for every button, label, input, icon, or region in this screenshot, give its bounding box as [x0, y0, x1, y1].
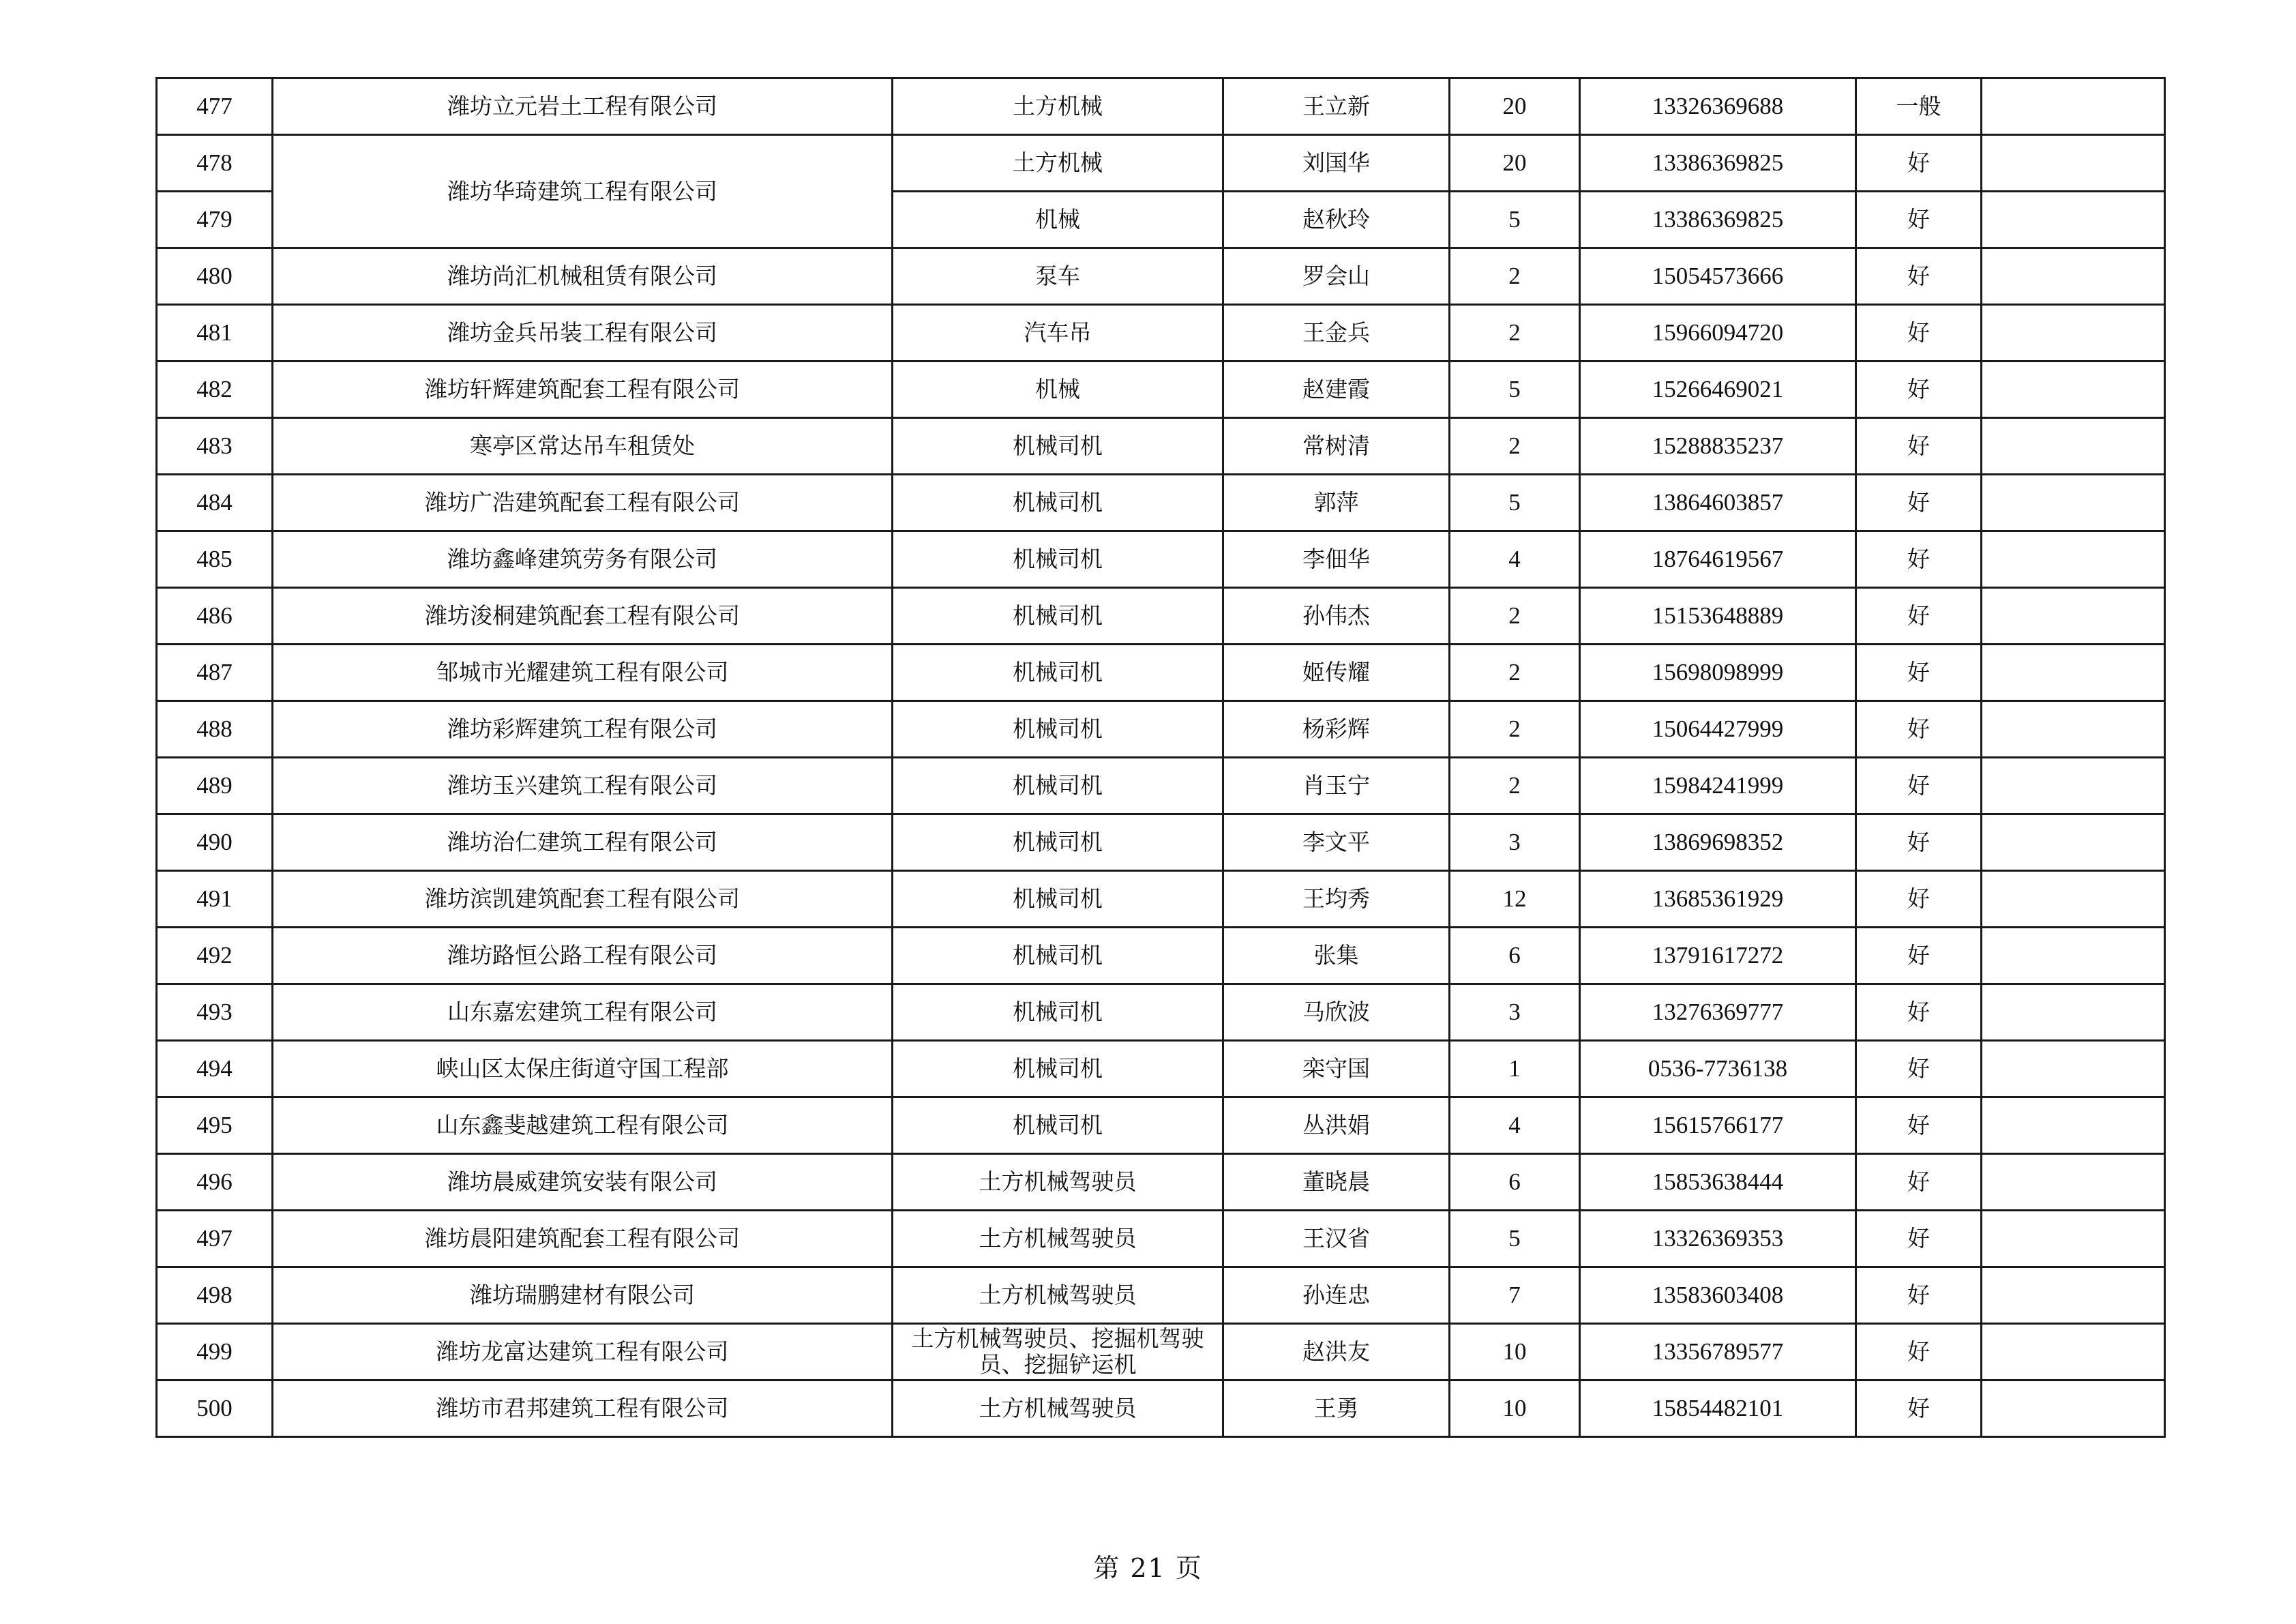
company-cell: 潍坊立元岩土工程有限公司 — [273, 78, 893, 135]
type-cell: 机械司机 — [893, 814, 1223, 871]
count-cell: 2 — [1450, 418, 1580, 475]
contact-cell: 赵洪友 — [1223, 1324, 1450, 1381]
contact-cell: 姬传耀 — [1223, 645, 1450, 701]
contact-cell: 郭萍 — [1223, 475, 1450, 531]
company-cell: 峡山区太保庄街道守国工程部 — [273, 1041, 893, 1097]
rating-cell: 一般 — [1856, 78, 1982, 135]
count-cell: 4 — [1450, 531, 1580, 588]
rating-cell: 好 — [1856, 531, 1982, 588]
row-number: 485 — [157, 531, 273, 588]
company-cell: 潍坊尚汇机械租赁有限公司 — [273, 248, 893, 305]
company-cell: 潍坊晨阳建筑配套工程有限公司 — [273, 1211, 893, 1267]
count-cell: 7 — [1450, 1267, 1580, 1324]
phone-cell: 13685361929 — [1580, 871, 1856, 928]
count-cell: 20 — [1450, 78, 1580, 135]
company-cell: 山东嘉宏建筑工程有限公司 — [273, 984, 893, 1041]
company-cell: 潍坊市君邦建筑工程有限公司 — [273, 1381, 893, 1437]
note-cell — [1982, 1267, 2165, 1324]
row-number: 494 — [157, 1041, 273, 1097]
table-row — [157, 475, 2165, 531]
phone-cell: 13386369825 — [1580, 192, 1856, 248]
type-cell: 机械司机 — [893, 758, 1223, 814]
type-cell: 汽车吊 — [893, 305, 1223, 361]
type-cell: 土方机械驾驶员、挖掘机驾驶员、挖掘铲运机 — [893, 1324, 1223, 1381]
phone-cell: 13869698352 — [1580, 814, 1856, 871]
records-table-body — [157, 78, 2165, 1437]
rating-cell: 好 — [1856, 1041, 1982, 1097]
row-number: 493 — [157, 984, 273, 1041]
table-row — [157, 361, 2165, 418]
type-cell: 机械司机 — [893, 588, 1223, 645]
row-number: 496 — [157, 1154, 273, 1211]
count-cell: 2 — [1450, 305, 1580, 361]
row-number: 488 — [157, 701, 273, 758]
row-number: 482 — [157, 361, 273, 418]
contact-cell: 马欣波 — [1223, 984, 1450, 1041]
contact-cell: 孙连忠 — [1223, 1267, 1450, 1324]
note-cell — [1982, 1324, 2165, 1381]
table-row — [157, 305, 2165, 361]
contact-cell: 罗会山 — [1223, 248, 1450, 305]
contact-cell: 刘国华 — [1223, 135, 1450, 192]
count-cell: 2 — [1450, 588, 1580, 645]
count-cell: 1 — [1450, 1041, 1580, 1097]
count-cell: 5 — [1450, 361, 1580, 418]
contact-cell: 王汉省 — [1223, 1211, 1450, 1267]
table-row — [157, 871, 2165, 928]
company-cell: 山东鑫斐越建筑工程有限公司 — [273, 1097, 893, 1154]
company-cell: 邹城市光耀建筑工程有限公司 — [273, 645, 893, 701]
note-cell — [1982, 135, 2165, 192]
phone-cell: 13386369825 — [1580, 135, 1856, 192]
contact-cell: 张集 — [1223, 928, 1450, 984]
note-cell — [1982, 645, 2165, 701]
count-cell: 20 — [1450, 135, 1580, 192]
type-cell: 机械司机 — [893, 984, 1223, 1041]
table-row — [157, 248, 2165, 305]
count-cell: 2 — [1450, 645, 1580, 701]
row-number: 489 — [157, 758, 273, 814]
company-cell: 潍坊玉兴建筑工程有限公司 — [273, 758, 893, 814]
phone-cell: 15854482101 — [1580, 1381, 1856, 1437]
table-row — [157, 984, 2165, 1041]
count-cell: 2 — [1450, 758, 1580, 814]
count-cell: 6 — [1450, 1154, 1580, 1211]
type-cell: 机械司机 — [893, 418, 1223, 475]
rating-cell: 好 — [1856, 1381, 1982, 1437]
table-row — [157, 1324, 2165, 1381]
type-cell: 土方机械 — [893, 78, 1223, 135]
rating-cell: 好 — [1856, 248, 1982, 305]
row-number: 495 — [157, 1097, 273, 1154]
type-cell: 土方机械 — [893, 135, 1223, 192]
row-number: 480 — [157, 248, 273, 305]
note-cell — [1982, 928, 2165, 984]
row-number: 483 — [157, 418, 273, 475]
row-number: 490 — [157, 814, 273, 871]
table-row — [157, 1267, 2165, 1324]
company-cell: 潍坊金兵吊装工程有限公司 — [273, 305, 893, 361]
note-cell — [1982, 531, 2165, 588]
contact-cell: 杨彩辉 — [1223, 701, 1450, 758]
contact-cell: 李文平 — [1223, 814, 1450, 871]
note-cell — [1982, 192, 2165, 248]
phone-cell: 13276369777 — [1580, 984, 1856, 1041]
rating-cell: 好 — [1856, 135, 1982, 192]
contact-cell: 王立新 — [1223, 78, 1450, 135]
type-cell: 机械司机 — [893, 531, 1223, 588]
company-cell: 寒亭区常达吊车租赁处 — [273, 418, 893, 475]
phone-cell: 15966094720 — [1580, 305, 1856, 361]
note-cell — [1982, 1154, 2165, 1211]
phone-cell: 15984241999 — [1580, 758, 1856, 814]
row-number: 497 — [157, 1211, 273, 1267]
phone-cell: 15698098999 — [1580, 645, 1856, 701]
phone-cell: 0536-7736138 — [1580, 1041, 1856, 1097]
company-cell: 潍坊鑫峰建筑劳务有限公司 — [273, 531, 893, 588]
phone-cell: 15853638444 — [1580, 1154, 1856, 1211]
type-cell: 泵车 — [893, 248, 1223, 305]
table-row — [157, 1041, 2165, 1097]
row-number: 499 — [157, 1324, 273, 1381]
phone-cell: 18764619567 — [1580, 531, 1856, 588]
company-cell: 潍坊治仁建筑工程有限公司 — [273, 814, 893, 871]
rating-cell: 好 — [1856, 645, 1982, 701]
company-cell: 潍坊浚桐建筑配套工程有限公司 — [273, 588, 893, 645]
contact-cell: 李佃华 — [1223, 531, 1450, 588]
table-row — [157, 1381, 2165, 1437]
table-row — [157, 645, 2165, 701]
contact-cell: 孙伟杰 — [1223, 588, 1450, 645]
phone-cell: 13326369353 — [1580, 1211, 1856, 1267]
table-row — [157, 78, 2165, 135]
company-cell: 潍坊轩辉建筑配套工程有限公司 — [273, 361, 893, 418]
rating-cell: 好 — [1856, 305, 1982, 361]
contact-cell: 常树清 — [1223, 418, 1450, 475]
phone-cell: 15288835237 — [1580, 418, 1856, 475]
rating-cell: 好 — [1856, 928, 1982, 984]
type-cell: 机械司机 — [893, 475, 1223, 531]
contact-cell: 赵秋玲 — [1223, 192, 1450, 248]
row-number: 487 — [157, 645, 273, 701]
type-cell: 机械 — [893, 192, 1223, 248]
type-cell: 机械司机 — [893, 928, 1223, 984]
type-cell: 土方机械驾驶员 — [893, 1381, 1223, 1437]
table-row — [157, 135, 2165, 192]
table-row — [157, 1097, 2165, 1154]
type-cell: 土方机械驾驶员 — [893, 1267, 1223, 1324]
count-cell: 2 — [1450, 701, 1580, 758]
row-number: 477 — [157, 78, 273, 135]
rating-cell: 好 — [1856, 984, 1982, 1041]
contact-cell: 赵建霞 — [1223, 361, 1450, 418]
company-cell-merged: 潍坊华琦建筑工程有限公司 — [273, 135, 893, 248]
contact-cell: 王金兵 — [1223, 305, 1450, 361]
rating-cell: 好 — [1856, 1324, 1982, 1381]
rating-cell: 好 — [1856, 1097, 1982, 1154]
phone-cell: 13791617272 — [1580, 928, 1856, 984]
rating-cell: 好 — [1856, 588, 1982, 645]
count-cell: 5 — [1450, 475, 1580, 531]
contact-cell: 董晓晨 — [1223, 1154, 1450, 1211]
note-cell — [1982, 984, 2165, 1041]
count-cell: 12 — [1450, 871, 1580, 928]
contact-cell: 王均秀 — [1223, 871, 1450, 928]
note-cell — [1982, 701, 2165, 758]
phone-cell: 13326369688 — [1580, 78, 1856, 135]
rating-cell: 好 — [1856, 1211, 1982, 1267]
type-cell: 机械 — [893, 361, 1223, 418]
company-cell: 潍坊路恒公路工程有限公司 — [273, 928, 893, 984]
type-cell: 机械司机 — [893, 1097, 1223, 1154]
note-cell — [1982, 758, 2165, 814]
table-row — [157, 1154, 2165, 1211]
note-cell — [1982, 871, 2165, 928]
count-cell: 5 — [1450, 1211, 1580, 1267]
phone-cell: 15054573666 — [1580, 248, 1856, 305]
company-cell: 潍坊晨威建筑安装有限公司 — [273, 1154, 893, 1211]
phone-cell: 15266469021 — [1580, 361, 1856, 418]
note-cell — [1982, 361, 2165, 418]
rating-cell: 好 — [1856, 814, 1982, 871]
table-row — [157, 928, 2165, 984]
note-cell — [1982, 78, 2165, 135]
note-cell — [1982, 305, 2165, 361]
contact-cell: 栾守国 — [1223, 1041, 1450, 1097]
contact-cell: 丛洪娟 — [1223, 1097, 1450, 1154]
company-cell: 潍坊瑞鹏建材有限公司 — [273, 1267, 893, 1324]
row-number: 491 — [157, 871, 273, 928]
rating-cell: 好 — [1856, 1267, 1982, 1324]
note-cell — [1982, 418, 2165, 475]
phone-cell: 13864603857 — [1580, 475, 1856, 531]
count-cell: 4 — [1450, 1097, 1580, 1154]
phone-cell: 13583603408 — [1580, 1267, 1856, 1324]
type-cell: 机械司机 — [893, 1041, 1223, 1097]
row-number: 498 — [157, 1267, 273, 1324]
rating-cell: 好 — [1856, 871, 1982, 928]
phone-cell: 15064427999 — [1580, 701, 1856, 758]
row-number: 492 — [157, 928, 273, 984]
note-cell — [1982, 814, 2165, 871]
rating-cell: 好 — [1856, 418, 1982, 475]
type-cell: 机械司机 — [893, 871, 1223, 928]
type-cell: 土方机械驾驶员 — [893, 1211, 1223, 1267]
phone-cell: 15615766177 — [1580, 1097, 1856, 1154]
type-cell: 机械司机 — [893, 701, 1223, 758]
phone-cell: 13356789577 — [1580, 1324, 1856, 1381]
contact-cell: 王勇 — [1223, 1381, 1450, 1437]
note-cell — [1982, 1041, 2165, 1097]
rating-cell: 好 — [1856, 475, 1982, 531]
note-cell — [1982, 248, 2165, 305]
note-cell — [1982, 1097, 2165, 1154]
row-number: 479 — [157, 192, 273, 248]
table-row — [157, 418, 2165, 475]
page-number: 第 21 页 — [1093, 1553, 1203, 1583]
table-row — [157, 814, 2165, 871]
note-cell — [1982, 1211, 2165, 1267]
count-cell: 3 — [1450, 984, 1580, 1041]
row-number: 481 — [157, 305, 273, 361]
rating-cell: 好 — [1856, 701, 1982, 758]
row-number: 500 — [157, 1381, 273, 1437]
rating-cell: 好 — [1856, 1154, 1982, 1211]
table-row — [157, 588, 2165, 645]
type-cell: 土方机械驾驶员 — [893, 1154, 1223, 1211]
count-cell: 6 — [1450, 928, 1580, 984]
company-cell: 潍坊滨凯建筑配套工程有限公司 — [273, 871, 893, 928]
note-cell — [1982, 475, 2165, 531]
company-cell: 潍坊龙富达建筑工程有限公司 — [273, 1324, 893, 1381]
note-cell — [1982, 588, 2165, 645]
count-cell: 5 — [1450, 192, 1580, 248]
rating-cell: 好 — [1856, 192, 1982, 248]
row-number: 478 — [157, 135, 273, 192]
contact-cell: 肖玉宁 — [1223, 758, 1450, 814]
row-number: 484 — [157, 475, 273, 531]
table-row — [157, 1211, 2165, 1267]
row-number: 486 — [157, 588, 273, 645]
table-row — [157, 758, 2165, 814]
count-cell: 3 — [1450, 814, 1580, 871]
records-table — [155, 77, 2166, 1438]
rating-cell: 好 — [1856, 361, 1982, 418]
note-cell — [1982, 1381, 2165, 1437]
company-cell: 潍坊广浩建筑配套工程有限公司 — [273, 475, 893, 531]
count-cell: 10 — [1450, 1381, 1580, 1437]
table-row — [157, 531, 2165, 588]
rating-cell: 好 — [1856, 758, 1982, 814]
table-row — [157, 701, 2165, 758]
count-cell: 2 — [1450, 248, 1580, 305]
company-cell: 潍坊彩辉建筑工程有限公司 — [273, 701, 893, 758]
type-cell: 机械司机 — [893, 645, 1223, 701]
count-cell: 10 — [1450, 1324, 1580, 1381]
phone-cell: 15153648889 — [1580, 588, 1856, 645]
